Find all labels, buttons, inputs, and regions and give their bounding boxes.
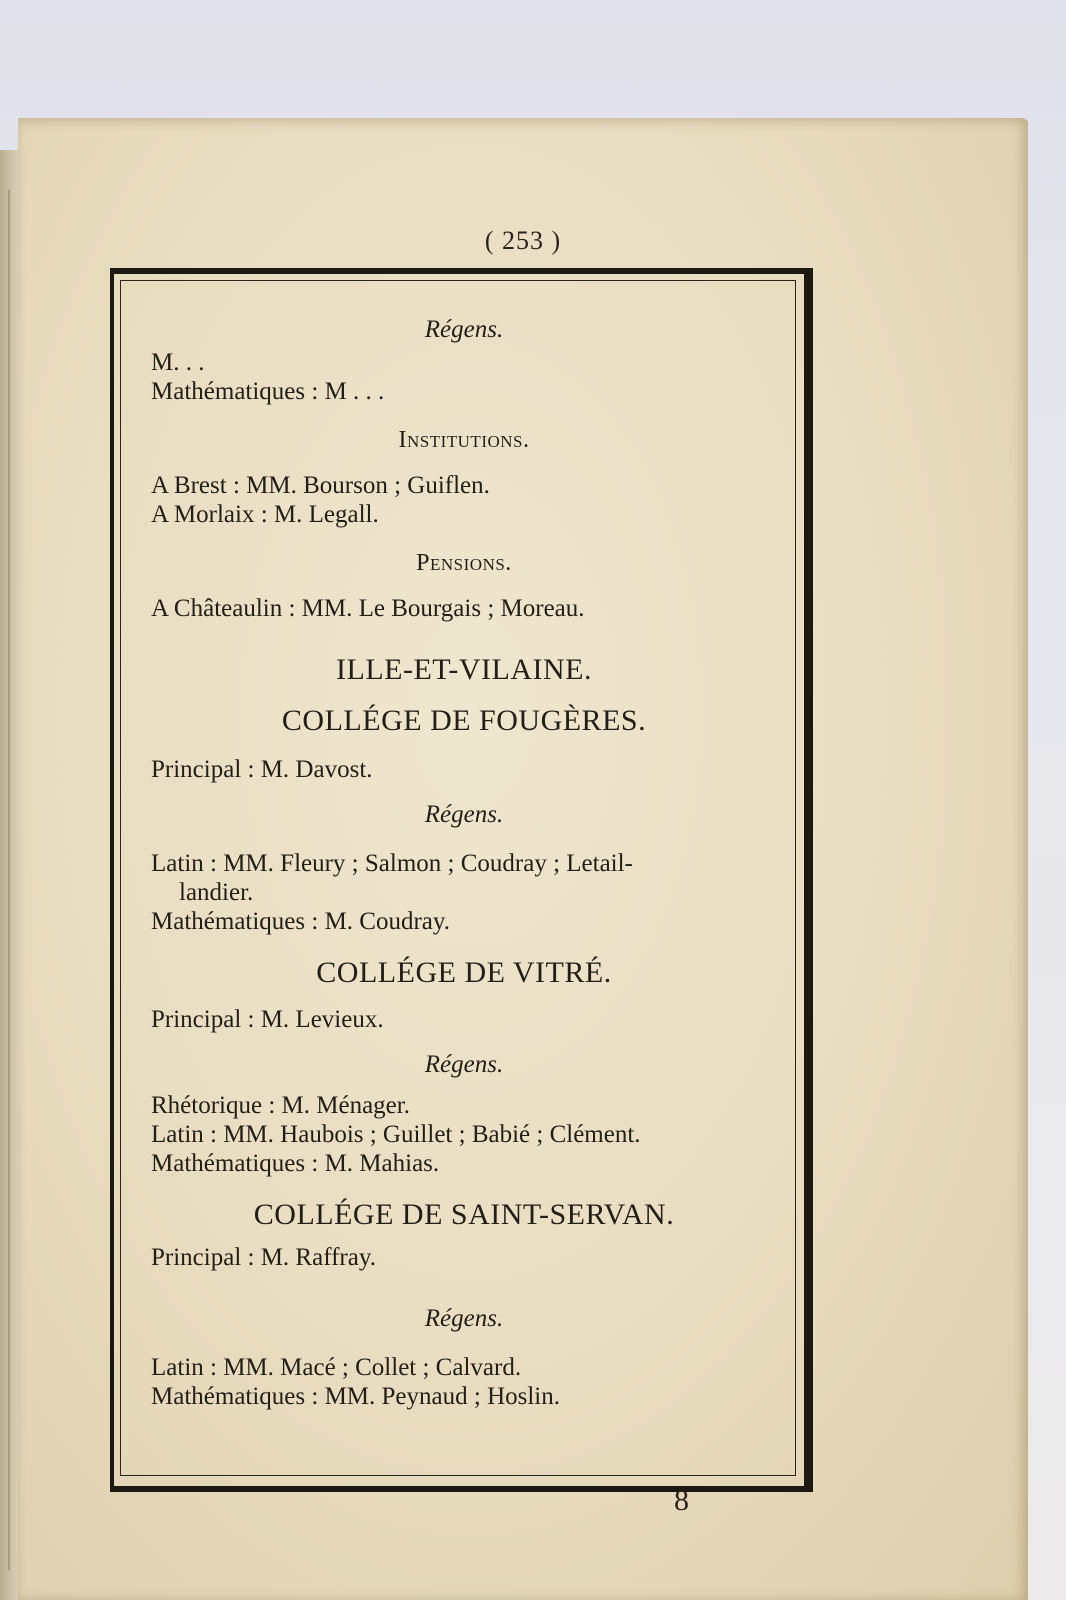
- section-heading-pensions: Pensions.: [416, 550, 512, 576]
- text-line: Mathématiques : M. Mahias.: [151, 1150, 440, 1177]
- section-heading-regens: Régens.: [424, 801, 504, 828]
- section-heading-regens: Régens.: [424, 1051, 504, 1078]
- text-line: Mathématiques : MM. Peynaud ; Hoslin.: [151, 1383, 560, 1410]
- page-border-inner: [120, 280, 796, 1476]
- signature-mark: 8: [674, 1484, 689, 1517]
- text-line: Mathématiques : M. Coudray.: [151, 908, 451, 935]
- text-line: A Brest : MM. Bourson ; Guiflen.: [151, 472, 490, 499]
- college-title: COLLÉGE DE SAINT-SERVAN.: [253, 1198, 675, 1231]
- text-line: Principal : M. Davost.: [151, 756, 373, 783]
- page-content: [151, 305, 777, 1411]
- text-line: A Châteaulin : MM. Le Bourgais ; Moreau.: [151, 595, 585, 622]
- text-line: Rhétorique : M. Ménager.: [151, 1092, 410, 1119]
- text-line: Latin : MM. Fleury ; Salmon ; Coudray ; Letail-: [151, 850, 633, 877]
- section-heading-institutions: Institutions.: [398, 427, 530, 453]
- department-title: ILLE-ET-VILAINE.: [336, 653, 592, 686]
- text-line: Principal : M. Levieux.: [151, 1006, 384, 1033]
- text-line: Latin : MM. Haubois ; Guillet ; Babié ; Clément.: [151, 1121, 641, 1148]
- text-line: Principal : M. Raffray.: [151, 1244, 376, 1271]
- page-number: ( 253 ): [484, 226, 562, 255]
- section-heading-regens: Régens.: [424, 1305, 504, 1332]
- text-line: M. . .: [151, 349, 205, 376]
- book-page: [18, 118, 1028, 1600]
- college-title: COLLÉGE DE FOUGÈRES.: [281, 704, 647, 737]
- text-line: Latin : MM. Macé ; Collet ; Calvard.: [151, 1354, 522, 1381]
- text-line: A Morlaix : M. Legall.: [151, 501, 379, 528]
- text-line: Mathématiques : M . . .: [151, 378, 385, 405]
- section-heading-regens: Régens.: [424, 316, 504, 343]
- college-title: COLLÉGE DE VITRÉ.: [316, 956, 612, 989]
- page-border-frame: [110, 268, 813, 1492]
- text-line: landier.: [179, 879, 254, 906]
